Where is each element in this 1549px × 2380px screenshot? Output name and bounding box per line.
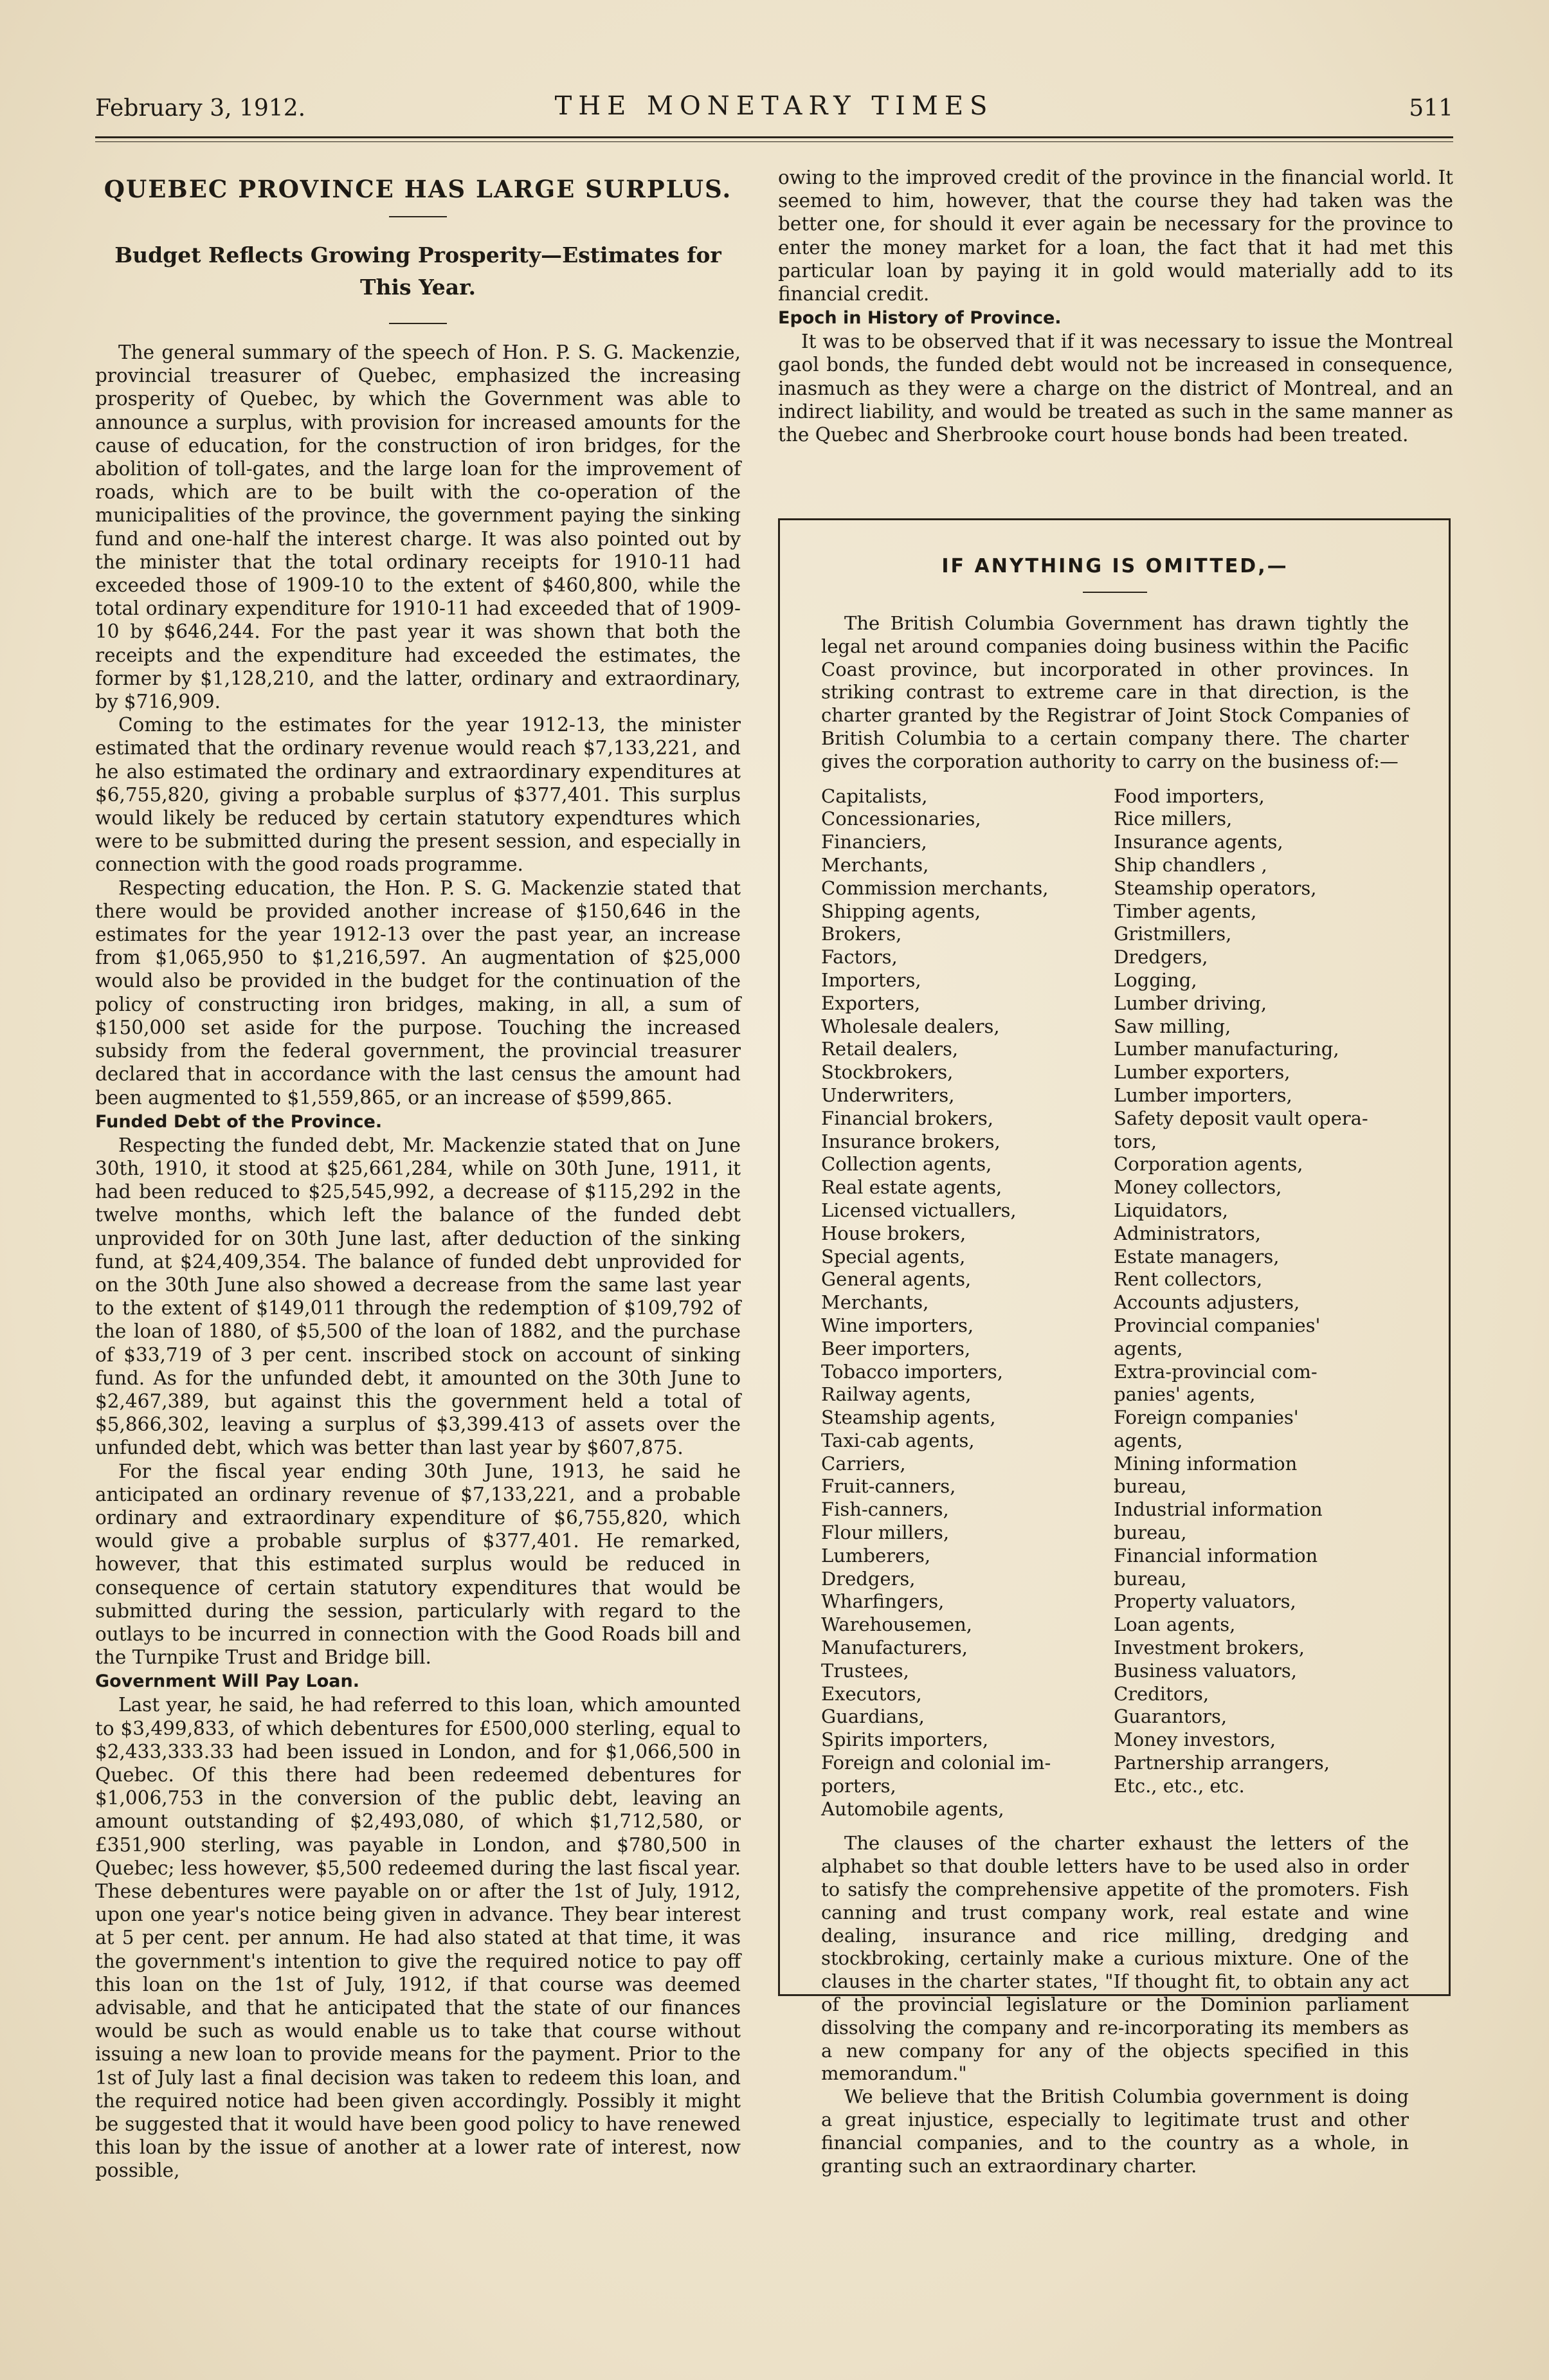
list-item: Steamship agents,	[821, 1406, 996, 1429]
business-list-left	[821, 785, 1114, 1821]
list-item: Insurance agents,	[1114, 831, 1283, 853]
list-item: porters,	[821, 1774, 896, 1797]
article-deck: Budget Reflects Growing Prosperity—Estimates for This Year.	[114, 242, 721, 300]
list-item: Foreign companies'	[1114, 1406, 1299, 1429]
list-item: General agents,	[821, 1268, 972, 1291]
paragraph: For the fiscal year ending 30th June, 1913, he said he anticipated an ordinary revenue of $7,133,221, and a probable ordinary and extraordinary expenditure of $6,755,820, which would give a probable surplus of $377,401. He remarked, however, that this estimated surplus would be reduced in consequence of certain statutory expenditures that would be submitted during the session, particularly with regard to the outlays to be incurred in connection with the Good Roads bill and the Turnpike Trust and Bridge bill.	[95, 1460, 741, 1669]
list-item: Concessionaries,	[821, 808, 981, 830]
list-item: Wholesale dealers,	[821, 1015, 1000, 1037]
list-item: Liquidators,	[1114, 1199, 1228, 1221]
business-list	[821, 785, 1409, 1821]
list-item: Retail dealers,	[821, 1038, 959, 1060]
paragraph: It was to be observed that if it was necessary to issue the Montreal gaol bonds, the funded debt would not be increased in consequence, inasmuch as they were a charge on the district of Montreal, and an indirect liability, and would be treated as such in the same manner as the Quebec and Sherbrooke court house bonds had been treated.	[778, 331, 1453, 446]
list-item: bureau,	[1114, 1522, 1187, 1544]
list-item: Special agents,	[821, 1245, 966, 1267]
list-item: Capitalists,	[821, 785, 928, 807]
list-item: Spirits importers,	[821, 1729, 989, 1751]
list-item: Underwriters,	[821, 1084, 955, 1106]
list-item: Fish-canners,	[821, 1498, 949, 1521]
list-item: Saw milling,	[1114, 1015, 1231, 1037]
boxed-item	[778, 518, 1451, 2177]
box-content	[821, 555, 1409, 2177]
list-item: Etc., etc., etc.	[1114, 1774, 1245, 1797]
headline-rule	[389, 216, 447, 217]
list-item: Commission merchants,	[821, 877, 1049, 899]
list-item: Industrial information	[1114, 1498, 1323, 1521]
subhead-funded-debt: Funded Debt of the Province.	[95, 1111, 383, 1132]
list-item: Merchants,	[821, 853, 929, 876]
paragraph: Respecting education, the Hon. P. S. G. Mackenzie stated that there would be provided another increase of $150,646 in the estimates for the year 1912-13 over the past year, an increase from $1,065,950 to $1,216,597. An augmentation of $25,000 would also be provided in the budget for the continuation of the policy of constructing iron bridges, making, in all, a sum of $150,000 set aside for the purpose. Touching the increased subsidy from the federal government, the provincial treasurer declared that in accordance with the last census the amount had been augmented to $1,559,865, or an increase of $599,865.	[95, 877, 741, 1109]
list-item: Factors,	[821, 946, 898, 968]
paragraph: The general summary of the speech of Hon. P. S. G. Mackenzie, provincial treasurer of Quebec, emphasized the increasing prosperity of Quebec, by which the Government was able to announce a surplus, with provision for increased amounts for the cause of education, for the construction of iron bridges, for the abolition of toll-gates, and the large loan for the improvement of roads, which are to be built with the co-operation of the municipalities of the province, the government paying the sinking fund and one-half the interest charge. It was also pointed out by the minister that the total ordinary receipts for 1910-11 had exceeded those of 1909-10 to the extent of $460,800, while the total ordinary expenditure for 1910-11 had exceeded that of 1909-10 by $646,244. For the past year it was shown that both the receipts and the expenditure had exceeded the estimates, the former by $1,128,210, and the latter, ordinary and extraordinary, by $716,909.	[95, 341, 741, 713]
list-item: Loan agents,	[1114, 1613, 1236, 1636]
list-item: Financial brokers,	[821, 1107, 993, 1129]
list-item: Dredgers,	[1114, 946, 1208, 968]
list-item: Fruit-canners,	[821, 1475, 956, 1498]
list-item: Tobacco importers,	[821, 1360, 1004, 1383]
list-item: Money collectors,	[1114, 1176, 1282, 1199]
page-number: 511	[1409, 95, 1453, 122]
list-item: Exporters,	[821, 992, 921, 1014]
list-item: Extra-provincial com-	[1114, 1360, 1318, 1383]
list-item: Railway agents,	[821, 1383, 972, 1406]
paragraph: Respecting the funded debt, Mr. Mackenzie stated that on June 30th, 1910, it stood at $25,661,284, while on 30th June, 1911, it had been reduced to $25,545,992, a decrease of $115,292 in the twelve months, which left the balance of the funded debt unprovided for on 30th June last, after deduction of the sinking fund, at $24,409,354. The balance of funded debt unprovided for on the 30th June also showed a decrease from the same last year to the extent of $149,011 through the redemption of $109,792 of the loan of 1880, of $5,500 of the loan of 1882, and the purchase of $33,719 of 3 per cent. inscribed stock on account of sinking fund. As for the unfunded debt, it amounted on the 30th June to $2,467,389, but against this the government held a total of $5,866,302, leaving a surplus of $3,399.413 of assets over the unfunded debt, which was better than last year by $607,875.	[95, 1134, 741, 1459]
running-head	[95, 91, 1453, 130]
list-item: Lumber manufacturing,	[1114, 1038, 1339, 1060]
list-item: tors,	[1114, 1130, 1157, 1152]
list-item: Automobile agents,	[821, 1797, 1004, 1820]
list-item: Financial information	[1114, 1544, 1318, 1567]
list-item: Insurance brokers,	[821, 1130, 1001, 1152]
box-intro: The British Columbia Government has drawn tightly the legal net around companies doing business within the Pacific Coast province, but incorporated in other provinces. In striking contrast to extreme care in that direction, is the charter granted by the Registrar of Joint Stock Companies of British Columbia to a certain company there. The charter gives the corporation authority to carry on the business of:—	[821, 612, 1409, 772]
list-item: Collection agents,	[821, 1153, 992, 1176]
list-item: Wharfingers,	[821, 1590, 945, 1613]
right-column	[778, 166, 1453, 446]
list-item: Importers,	[821, 968, 921, 991]
list-item: Rice millers,	[1114, 808, 1233, 830]
article-headline: QUEBEC PROVINCE HAS LARGE SURPLUS.	[104, 175, 732, 203]
list-item: bureau,	[1114, 1567, 1187, 1590]
list-item: Gristmillers,	[1114, 923, 1232, 945]
list-item: Financiers,	[821, 831, 927, 853]
list-item: Investment brokers,	[1114, 1637, 1305, 1659]
header-rule	[95, 136, 1453, 142]
list-item: Timber agents,	[1114, 900, 1257, 922]
list-item: Beer importers,	[821, 1337, 971, 1359]
list-item: Lumberers,	[821, 1544, 931, 1567]
list-item: agents,	[1114, 1429, 1183, 1451]
list-item: Corporation agents,	[1114, 1153, 1303, 1176]
list-item: panies' agents,	[1114, 1383, 1256, 1406]
list-item: Food importers,	[1114, 785, 1265, 807]
box-closing-paragraph: The clauses of the charter exhaust the letters of the alphabet so that double letters have to be used also in order to satisfy the comprehensive appetite of the promoters. Fish canning and trust company work, real estate and wine dealing, insurance and rice milling, dredging and stockbroking, certainly make a curious mixture. One of the clauses in the charter states, "If thought fit, to obtain any act of the provincial legislature or the Dominion parliament dissolving the company and re-incorporating its members as a new company for any of the objects specified in this memorandum."	[821, 1832, 1409, 2085]
list-item: Safety deposit vault opera-	[1114, 1107, 1368, 1129]
list-item: Lumber exporters,	[1114, 1061, 1291, 1084]
list-item: Manufacturers,	[821, 1637, 968, 1659]
issue-date: February 3, 1912.	[95, 95, 306, 122]
list-item: Foreign and colonial im-	[821, 1752, 1051, 1774]
box-closing-paragraph: We believe that the British Columbia government is doing a great injustice, especially to legitimate trust and other financial companies, and to the country as a whole, in granting such an extraordinary charter.	[821, 2085, 1409, 2177]
list-item: Provincial companies'	[1114, 1314, 1321, 1336]
list-item: Creditors,	[1114, 1682, 1209, 1705]
list-item: Estate managers,	[1114, 1245, 1280, 1267]
subhead-epoch: Epoch in History of Province.	[778, 308, 1062, 329]
list-item: Property valuators,	[1114, 1590, 1296, 1613]
list-item: Mining information	[1114, 1452, 1298, 1475]
list-item: Licensed victuallers,	[821, 1199, 1017, 1221]
paragraph: Last year, he said, he had referred to this loan, which amounted to $3,499,833, of which debentures for £500,000 sterling, equal to $2,433,333.33 had been issued in London, and for $1,066,500 in Quebec. Of this there had been redeemed debentures for $1,006,753 in the conversion of the public debt, leaving an amount outstanding of $2,493,080, of which $1,712,580, or £351,900 sterling, was payable in London, and $780,500 in Quebec; less however, $5,500 redeemed during the last fiscal year. These debentures were payable on or after the 1st of July, 1912, upon one year's notice being given in advance. They bear interest at 5 per cent. per annum. He had also stated at that time, it was the government's intention to give the required notice to pay off this loan on the 1st of July, 1912, if that course was deemed advisable, and that he anticipated that the state of our finances would be such as would enable us to take that course without issuing a new loan to provide means for the payment. Prior to the 1st of July last a final decision was taken to redeem this loan, and the required notice had been given accordingly. Possibly it might be suggested that it would have been good policy to have renewed this loan by the issue of another at a lower rate of interest, now possible,	[95, 1694, 741, 2182]
list-item: House brokers,	[821, 1222, 966, 1244]
deck-rule	[389, 323, 447, 324]
list-item: Rent collectors,	[1114, 1268, 1263, 1291]
list-item: Guarantors,	[1114, 1705, 1227, 1728]
publication-title: THE MONETARY TIMES	[554, 91, 994, 121]
list-item: Flour millers,	[821, 1522, 950, 1544]
list-item: Merchants,	[821, 1291, 929, 1314]
list-item: Lumber importers,	[1114, 1084, 1292, 1106]
list-item: Administrators,	[1114, 1222, 1261, 1244]
left-column	[95, 166, 741, 2183]
list-item: Executors,	[821, 1682, 922, 1705]
list-item: Brokers,	[821, 923, 902, 945]
list-item: Wine importers,	[821, 1314, 974, 1336]
list-item: Real estate agents,	[821, 1176, 1002, 1199]
list-item: Stockbrokers,	[821, 1061, 954, 1084]
list-item: Ship chandlers ,	[1114, 853, 1267, 876]
box-title: IF ANYTHING IS OMITTED,—	[941, 555, 1289, 577]
list-item: bureau,	[1114, 1475, 1187, 1498]
list-item: Accounts adjusters,	[1114, 1291, 1300, 1314]
list-item: Money investors,	[1114, 1729, 1276, 1751]
list-item: Steamship operators,	[1114, 877, 1317, 899]
paragraph-continued: owing to the improved credit of the province in the financial world. It seemed to him, however, that the course they had taken was the better one, for should it ever again be necessary for the province to enter the money market for a loan, the fact that it had met this particular loan by paying it in gold would materially add to its financial credit.	[778, 167, 1453, 305]
list-item: Carriers,	[821, 1452, 906, 1475]
business-list-right	[1114, 785, 1406, 1821]
list-item: Lumber driving,	[1114, 992, 1267, 1014]
list-item: Taxi-cab agents,	[821, 1429, 975, 1451]
box-title-rule	[1083, 592, 1147, 593]
list-item: Trustees,	[821, 1659, 909, 1682]
paragraph: Coming to the estimates for the year 1912-13, the minister estimated that the ordinary revenue would reach $7,133,221, and he also estimated the ordinary and extraordinary expenditures at $6,755,820, giving a probable surplus of $377,401. This surplus would likely be reduced by certain statutory expendtures which were to be submitted during the present session, and especially in connection with the good roads programme.	[95, 714, 741, 876]
list-item: Business valuators,	[1114, 1659, 1297, 1682]
list-item: agents,	[1114, 1337, 1183, 1359]
list-item: Logging,	[1114, 968, 1197, 991]
list-item: Shipping agents,	[821, 900, 981, 922]
list-item: Warehousemen,	[821, 1613, 973, 1636]
list-item: Dredgers,	[821, 1567, 916, 1590]
subhead-pay-loan: Government Will Pay Loan.	[95, 1671, 359, 1692]
list-item: Partnership arrangers,	[1114, 1752, 1330, 1774]
list-item: Guardians,	[821, 1705, 925, 1728]
